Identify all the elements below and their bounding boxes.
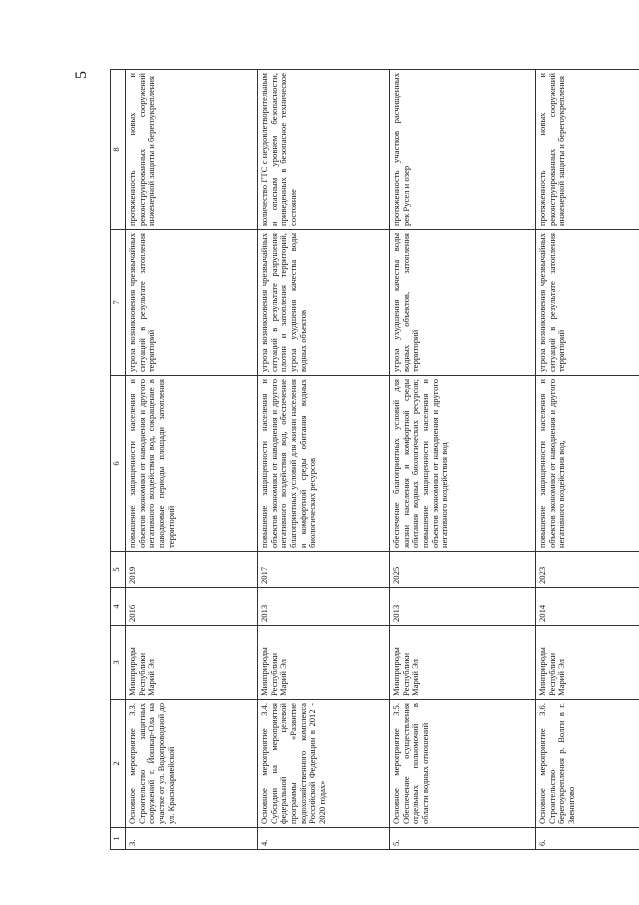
header-col-7: 7 [111, 230, 126, 376]
non-implementation-risk: угроза возникновения чрезвычайных ситуаций в результате разрушения плотин и затопления территорий, угроза ухудшения качества воды водных объектов [258, 230, 390, 376]
header-col-4: 4 [111, 588, 126, 626]
executor: Минприроды Республики Марий Эл [126, 626, 258, 700]
header-col-5: 5 [111, 552, 126, 588]
end-year: 2023 [536, 552, 639, 588]
start-year: 2016 [126, 588, 258, 626]
row-number: 6. [536, 828, 639, 850]
indicator-link: протяженность новых и реконструированных сооружений инженерной защиты и берегоукрепления [126, 70, 258, 230]
indicator-link: протяженность новых и реконструированных сооружений инженерной защиты и берегоукрепления [536, 70, 639, 230]
executor: Минприроды Республики Марий Эл [258, 626, 390, 700]
expected-result: повышение защищенности населения и объектов экономики от наводнения и другого негативного воздействия вод, сокращение в паводковые периоды площади затопления территорий [126, 376, 258, 552]
row-number: 3. [126, 828, 258, 850]
start-year: 2013 [390, 588, 536, 626]
table-header-row [111, 70, 126, 850]
non-implementation-risk: угроза возникновения чрезвычайных ситуаций в результате затопления территорий [536, 230, 639, 376]
indicator-link: количество ГТС с неудовлетворительным и опасным уровнем безопасности, приведенных в безопасное техническое состояние [258, 70, 390, 230]
measure-name: Основное мероприятие 3.6. Строительство берегоукрепления р. Волги в г. Звенигово [536, 700, 639, 828]
end-year: 2025 [390, 552, 536, 588]
measure-name: Основное мероприятие 3.5. Обеспечение осуществления отдельных полномочий в области водных отношений [390, 700, 536, 828]
expected-result: повышение защищенности населения и объектов экономики от наводнения и другого негативного воздействия вод, обеспечение благоприятных условий для жизни населения и комфортной среды обитания водных биологических ресурсов [258, 376, 390, 552]
page-number: 5 [73, 71, 90, 79]
header-col-3: 3 [111, 626, 126, 700]
start-year: 2013 [258, 588, 390, 626]
non-implementation-risk: угроза возникновения чрезвычайных ситуаций в результате затопления территорий [126, 230, 258, 376]
rotated-table-frame [110, 70, 576, 850]
indicator-link: протяженность участков расчищенных рек Русел и озер [390, 70, 536, 230]
header-col-6: 6 [111, 376, 126, 552]
table-row [536, 70, 639, 850]
row-number: 4. [258, 828, 390, 850]
program-measures-table [110, 69, 639, 850]
table-row [258, 70, 390, 850]
measure-name: Основное мероприятие 3.4. Субсидии на мероприятия федеральной целевой программы «Развитие водохозяйственного комплекса Российской Федерации в 2012 - 2020 годах» [258, 700, 390, 828]
end-year: 2019 [126, 552, 258, 588]
expected-result: обеспечение благоприятных условий для жизни населения и комфортной среды обитания водных биологических ресурсов; повышение защищенности населения и объектов экономики от наводнения и другого негативного воздействия вод [390, 376, 536, 552]
header-col-1: 1 [111, 828, 126, 850]
header-col-8: 8 [111, 70, 126, 230]
executor: Минприроды Республики Марий Эл [390, 626, 536, 700]
header-col-2: 2 [111, 700, 126, 828]
executor: Минприроды Республики Марий Эл [536, 626, 639, 700]
expected-result: повышение защищенности населения и объектов экономики от наводнения и другого негативного воздействия вод, [536, 376, 639, 552]
row-number: 5. [390, 828, 536, 850]
table-container [110, 70, 576, 850]
table-row [390, 70, 536, 850]
non-implementation-risk: угроза ухудшения качества воды водных объектов, затопления территорий [390, 230, 536, 376]
measure-name: Основное мероприятие 3.3. Строительство защитных сооружений г. Йошкар-Ола на участке от ул. Водопроводной до ул. Красноармейской [126, 700, 258, 828]
start-year: 2014 [536, 588, 639, 626]
table-row [126, 70, 258, 850]
end-year: 2017 [258, 552, 390, 588]
